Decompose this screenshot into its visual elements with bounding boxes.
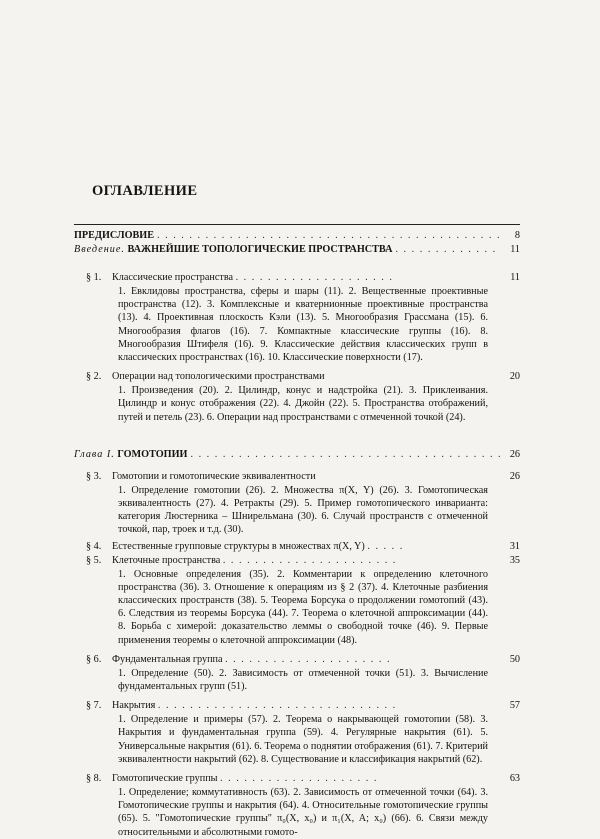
section-contents: 1. Евклидовы пространства, сферы и шары (11). 2. Вещественные проективные пространства (12). 3. Комплексные и кватернионные проективные пространства (13). 4. Проективная плоскость Кэли (13). 5. Многообразия Грассмана (15). 6. Многообразия флагов (16). 7. Компактные классические группы (16). 8. Многообразия Штифеля (16). 9. Классические действия классических групп в классических пространствах (16). 10. Классические поверхности (17). — [118, 286, 488, 364]
page-title: ОГЛАВЛЕНИЕ — [92, 183, 198, 199]
section-number: § 4. — [86, 540, 102, 552]
section-title: Фундаментальная группа — [112, 653, 223, 665]
section-title: Накрытия — [112, 700, 156, 712]
leader-dots — [190, 448, 501, 462]
toc-section[interactable] — [74, 370, 520, 424]
section-page: 31 — [509, 540, 520, 552]
preface-page: 8 — [514, 230, 520, 241]
section-contents: 1. Произведения (20). 2. Цилиндр, конус и надстройка (21). 3. Приклеивания. Цилиндр и конус отображения (22). 4. Джойн (22). 5. Пространства отображений, путей и петель (23). 6. Операции над пространствами с отмеченной точкой (24). — [118, 385, 488, 423]
toc-section[interactable]: § 6. Фундаментальная группа . . . . . . . . . . . . . . . . . . . . . 50 1. Определение (50). 2. Зависимость от отмеченной точки (51). 3. Вычисление фундаментальных групп (51). — [86, 653, 520, 693]
table-of-contents — [74, 224, 520, 839]
section-page: 26 — [509, 470, 520, 482]
intro-page: 11 — [510, 244, 520, 255]
preface-label: ПРЕДИСЛОВИЕ — [74, 230, 155, 241]
section-number: § 1. — [86, 272, 102, 283]
toc-entry-chapter1[interactable] — [74, 448, 520, 462]
section-title: Естественные групповые структуры в множествах π(X, Y) — [112, 540, 365, 552]
chapter-title: ГОМОТОПИИ — [117, 448, 188, 460]
section-page: 35 — [509, 554, 520, 566]
section-page: 11 — [510, 272, 520, 283]
chapter-page: 26 — [509, 448, 520, 460]
section-page: 20 — [509, 371, 520, 383]
section-page: 57 — [509, 700, 520, 712]
section-contents: 1. Определение; коммутативность (63). 2. Зависимость от отмеченной точки (64). 3. Гомотопические группы и накрытия (64). 4. Относительные гомотопические группы (65). 5. "Гомотопические группы" π₀(X, x₀) и π₁(X, A; x₀) (66). 6. Связи между относительными и абсолютными гомото- — [118, 787, 488, 838]
section-title: Операции над топологическими пространствами — [112, 371, 325, 383]
toc-entry-intro[interactable] — [74, 243, 520, 257]
section-number: § 8. — [86, 773, 102, 785]
section-number: § 7. — [86, 700, 102, 712]
section-title: Клеточные пространства — [112, 554, 221, 566]
top-rule — [74, 224, 520, 225]
section-number: § 2. — [86, 371, 102, 383]
section-page: 50 — [509, 653, 520, 665]
leader-dots — [395, 243, 501, 257]
section-contents: 1. Определение (50). 2. Зависимость от отмеченной точки (51). 3. Вычисление фундаментальных групп (51). — [118, 667, 488, 693]
toc-section[interactable]: § 1. Классические пространства . . . . . . . . . . . . . . . . . . . . 11 1. Евклидовы пространства, сферы и шары (11). 2. Вещественные проективные пространства (12). 3. Комплексные и кватернионные проективные пространства (13). 4. Проективная плоскость Кэли (13). 5. Многообразия Грассмана (15). 6. Многообразия флагов (16). 7. Компактные классические группы (16). 8. Многообразия Штифеля (16). 9. Классические действия классических групп в классических пространствах (16). 10. Классические поверхности (17). — [86, 272, 520, 364]
toc-section[interactable]: § 7. Накрытия . . . . . . . . . . . . . . . . . . . . . . . . . . . . . . 57 1. Определение и примеры (57). 2. Теорема о накрывающей гомотопии (58). 3. Накрытия и фундаментальная группа (59). 4. Регулярные накрытия (61). 5. Универсальные накрытия (61). 6. Теорема о поднятии отображения (61). 7. Критерий эквивалентности накрытий (62). 8. Существование и классификация накрытий (62). — [86, 700, 520, 765]
toc-section[interactable]: § 4. Естественные групповые структуры в множествах π(X, Y) . . . . . 31 — [86, 540, 520, 552]
chapter-prefix: Глава I. — [74, 448, 115, 460]
section-contents: 1. Определение и примеры (57). 2. Теорема о накрывающей гомотопии (58). 3. Накрытия и фундаментальная группа (59). 4. Регулярные накрытия (61). 5. Универсальные накрытия (61). 6. Теорема о поднятии отображения (61). 7. Критерий эквивалентности накрытий (62). 8. Существование и классификация накрытий (62). — [118, 714, 488, 765]
section-number: § 6. — [86, 653, 102, 665]
intro-title: ВАЖНЕЙШИЕ ТОПОЛОГИЧЕСКИЕ ПРОСТРАНСТВА — [127, 244, 393, 255]
section-contents: 1. Определение гомотопии (26). 2. Множества π(X, Y) (26). 3. Гомотопическая эквивалентность (27). 4. Ретракты (29). 5. Пример гомотопического инварианта: категория Люстерника – Шнирельмана (30). 6. Случай пространств с отмеченной точкой, пар, троек и т.д. (30). — [118, 484, 488, 536]
section-contents: 1. Основные определения (35). 2. Комментарии к определению клеточного пространства (36). 3. Отношение к операциям из § 2 (37). 4. Клеточные разбиения классических пространств (38). 5. Теорема Борсука о продолжении гомотопий (43). 6. Следствия из теоремы Борсука (44). 7. Теорема о клеточной аппроксимации (44). 8. Борьба с химерой: доказательство леммы о свободной точке (46). 9. Первые применения теоремы о клеточной аппроксимации (48). — [118, 568, 488, 646]
section-title: Гомотопии и гомотопические эквивалентности — [112, 470, 316, 482]
section-page: 63 — [509, 773, 520, 785]
section-number: § 5. — [86, 554, 102, 566]
leader-dots — [157, 229, 501, 243]
toc-section[interactable]: § 8. Гомотопические группы . . . . . . . . . . . . . . . . . . . . 63 1. Определение; коммутативность (63). 2. Зависимость от отмеченной точки (64). 3. Гомотопические группы и накрытия (64). 4. Относительные гомотопические группы (65). 5. "Гомотопические группы" π₀(X, x₀) и π₁(X, A; x₀) (66). 6. Связи между относительными и абсолютными гомото- — [86, 773, 520, 838]
toc-section[interactable]: § 5. Клеточные пространства . . . . . . . . . . . . . . . . . . . . . . 35 1. Основные определения (35). 2. Комментарии к определению клеточного пространства (36). 3. Отношение к операциям из § 2 (37). 4. Клеточные разбиения классических пространств (38). 5. Теорема Борсука о продолжении гомотопий (43). 6. Следствия из теоремы Борсука (44). 7. Теорема о клеточной аппроксимации (44). 8. Борьба с химерой: доказательство леммы о свободной точке (46). 9. Первые применения теоремы о клеточной аппроксимации (48). — [86, 554, 520, 646]
toc-section[interactable] — [74, 470, 520, 537]
section-title: Классические пространства — [112, 272, 234, 283]
intro-prefix: Введение. — [74, 244, 125, 255]
section-number: § 3. — [86, 470, 102, 482]
section-title: Гомотопические группы — [112, 773, 218, 785]
toc-entry-preface[interactable] — [74, 229, 520, 243]
